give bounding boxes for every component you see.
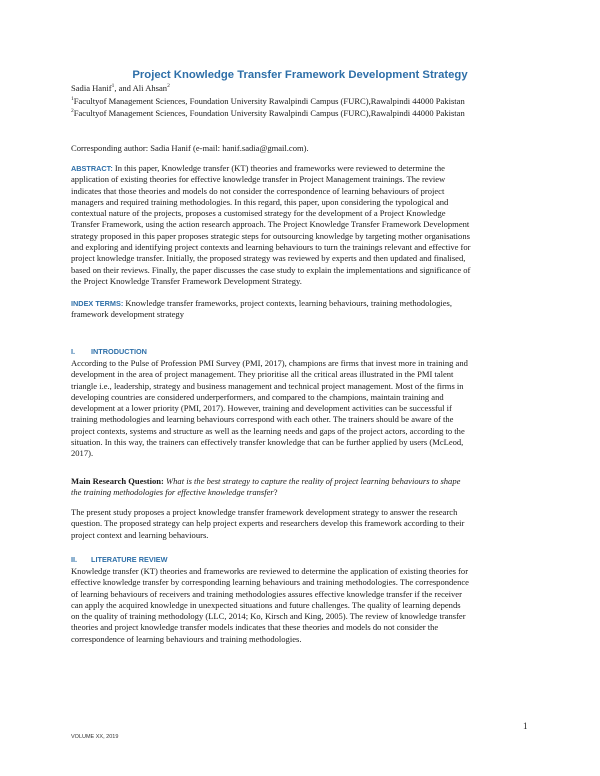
research-question [71, 476, 532, 499]
present-study-line: The present study proposes a project knowledge transfer framework development strategy to answer the research [71, 507, 458, 517]
abstract-line: and exploring and identifying project contexts and learning behaviours to turn the trainings relevant and effective for [71, 242, 471, 253]
abstract-line: indicates that those theories and models do not consider the correspondence of learning behaviours of project [71, 185, 445, 196]
literature-line: effective knowledge transfer by corresponding learning behaviours and training methodologies. The correspondence [71, 577, 469, 588]
affiliation-1-mark: 1 [71, 96, 74, 103]
volume-footer: VOLUME XX, 2019 [71, 734, 119, 740]
introduction-line: According to the Pulse of Profession PMI Survey (PMI, 2017), champions are firms that invest more in training and [71, 358, 468, 368]
present-study-paragraph [71, 507, 532, 541]
index-terms-label: INDEX TERMS: [71, 299, 124, 308]
introduction-line: developing countries are considered underperformers, and compared to the champions, maintain training and [71, 391, 444, 402]
page-number: 1 [523, 721, 528, 731]
literature-review-paragraph [71, 566, 532, 645]
index-terms-line: Knowledge transfer frameworks, project contexts, learning behaviours, training methodologies, [123, 298, 453, 308]
present-study-line: question. The proposed strategy can help project experts and researchers develop this framework according to their [71, 518, 465, 529]
section-heading-introduction [71, 347, 147, 356]
affiliation-1 [71, 96, 532, 107]
introduction-line: development in the area of project management. They prioritise all the critical areas illustrated in the PMI talent [71, 369, 454, 380]
literature-line: of learning behaviours of receivers and training methodologies assures effective knowledge transfer if the receiver [71, 588, 462, 599]
affiliation-2 [71, 108, 532, 119]
abstract-line: managers and required training methodologies. In this regard, this paper, upon considering the typological and [71, 196, 449, 207]
research-question-line: What is the best strategy to capture the reality of project learning behaviours to shape [163, 476, 461, 486]
abstract-line: application of existing theories for effective knowledge transfer in Project Management trainings. The review [71, 174, 446, 185]
section-heading-literature-review [71, 555, 167, 564]
research-question-line: the training methodologies for effective knowledge transfer [71, 487, 274, 498]
present-study-line: project context and learning behaviours. [71, 529, 209, 540]
abstract-line: project knowledge transfer. Initially, the proposed strategy was reviewed by experts and then updated and finalised, [71, 253, 466, 264]
affiliation-1-text: Facultyof Management Sciences, Foundation University Rawalpindi Campus (FURC),Rawalpindi 44000 Pakistan [73, 96, 465, 106]
author-1: Sadia Hanif [71, 83, 112, 93]
introduction-line: project contexts, systems and structure as well as the learning needs and gaps of the project actors, according to the [71, 425, 465, 436]
abstract-line: In this paper, Knowledge transfer (KT) theories and frameworks were reviewed to determine the [112, 163, 445, 173]
research-question-mark: ? [273, 487, 278, 498]
introduction-line: development at a lower priority (PMI, 2017). However, training and development activities can be successful if [71, 403, 452, 414]
research-question-label: Main Research Question: [71, 476, 164, 486]
literature-line: can apply the acquired knowledge in unexpected situations and future challenges. The quality of learning depends [71, 599, 461, 610]
literature-line: theories and project knowledge transfer models indicates that these theories and models do not consider the [71, 622, 439, 633]
paper-title: Project Knowledge Transfer Framework Development Strategy [132, 69, 468, 81]
section-number: II. [71, 555, 78, 564]
literature-line: on the quality of training methodology (LLC, 2014; Ko, Kirsch and King, 2005). The review of knowledge transfer [71, 611, 466, 622]
abstract [71, 163, 532, 287]
section-title: LITERATURE REVIEW [91, 555, 168, 564]
author-line [71, 83, 532, 94]
abstract-label: ABSTRACT: [71, 164, 113, 173]
author-separator: , and Ali Ahsan [114, 83, 168, 93]
affiliation-2-mark: 2 [71, 108, 74, 115]
abstract-line: contextual nature of the projects, proposes a customised strategy for the development of a Project Knowledge [71, 208, 446, 219]
literature-line: Knowledge transfer (KT) theories and frameworks are reviewed to determine the application of existing theories for [71, 566, 469, 576]
section-number: I. [71, 347, 76, 356]
abstract-line: Transfer Framework, using the action research approach. The Project Knowledge Transfer Framework Development [71, 219, 470, 230]
introduction-line: training methodologies and learning behaviours correspond with each other. The trainers should be aware of the [71, 414, 454, 425]
abstract-line: strategy proposed in this paper proposes strategic steps for outsourcing knowledge by targeting mother organisations [71, 230, 470, 241]
affiliation-2-text: Facultyof Management Sciences, Foundation University Rawalpindi Campus (FURC),Rawalpindi 44000 Pakistan [73, 108, 465, 118]
introduction-line: situation. In this way, the trainers can effectively transfer knowledge that can be further applied by users (McLeod, [71, 437, 464, 448]
author-2-mark: 2 [167, 83, 170, 90]
introduction-line: triangle i.e., leadership, strategy and business management and technical project management. Most of the firms in [71, 380, 464, 391]
abstract-line: the Project Knowledge Transfer Framework Development Strategy. [71, 275, 302, 286]
abstract-line: based on their reviews. Finally, the paper discusses the case study to explain the implementations and significance of [71, 264, 471, 275]
index-terms [71, 298, 532, 321]
section-title: INTRODUCTION [91, 347, 147, 356]
literature-line: correspondence of learning behaviours and training methodologies. [71, 633, 302, 644]
introduction-paragraph [71, 358, 532, 460]
index-terms-line: framework development strategy [71, 309, 184, 320]
introduction-line: 2017). [71, 448, 94, 459]
corresponding-author: Corresponding author: Sadia Hanif (e-mail: hanif.sadia@gmail.com). [71, 143, 309, 153]
author-1-mark: 1 [111, 83, 115, 90]
